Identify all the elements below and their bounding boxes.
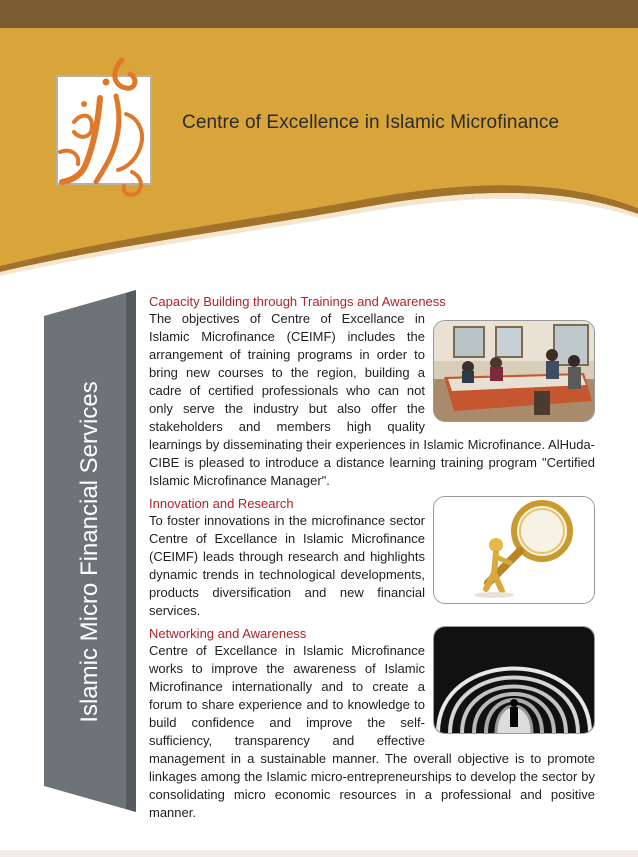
- section-body: The objectives of Centre of Excellance in Islamic Microfinance (CEIMF) includes the arrangement of training programs in order to bring new courses to the region, building a cadre of certified professionals who can not only serve the industry but also offer the stakeholders and members high quality learnings by disseminating their experiences in Islamic Microfinance. AlHuda-CIBE is pleased to introduce a distance learning training program "Certified Islamic Microfinance Manager".: [149, 311, 595, 488]
- section-heading: Capacity Building through Trainings and Awareness: [149, 294, 446, 309]
- magnifying-glass-figure-image: [433, 496, 595, 604]
- arched-tunnel-silhouette-image: [433, 626, 595, 734]
- section-capacity-building: [149, 293, 595, 490]
- section-innovation-research: [149, 495, 595, 620]
- footer-strip: [0, 850, 638, 857]
- section-body: Centre of Excellance in Islamic Microfinance works to improve the awareness of Islamic Microfinance internationally and to create a forum to share experience and to knowledge to build confidence and improve the self-sufficiency, transparency and effective management in a sustainable manner. The overall objective is to promote linkages among the Islamic micro-entrepreneurships to develop the sector by consolidating micro economic resources in a professional and positive manner.: [149, 643, 595, 820]
- section-heading: Networking and Awareness: [149, 626, 307, 641]
- training-classroom-photo: [433, 320, 595, 422]
- section-body: To foster innovations in the microfinance sector Centre of Excellance in Islamic Microfinance (CEIMF) leads through research and highlights dynamic trends in technological developments, products diversification and new financial services.: [149, 513, 425, 618]
- side-panel-title: Islamic Micro Financial Services: [76, 381, 103, 723]
- content-area: [149, 293, 595, 827]
- header-title: Centre of Excellence in Islamic Microfinance: [182, 112, 560, 133]
- section-networking-awareness: [149, 625, 595, 822]
- alhuda-logo-icon: [40, 52, 170, 200]
- section-heading: Innovation and Research: [149, 496, 294, 511]
